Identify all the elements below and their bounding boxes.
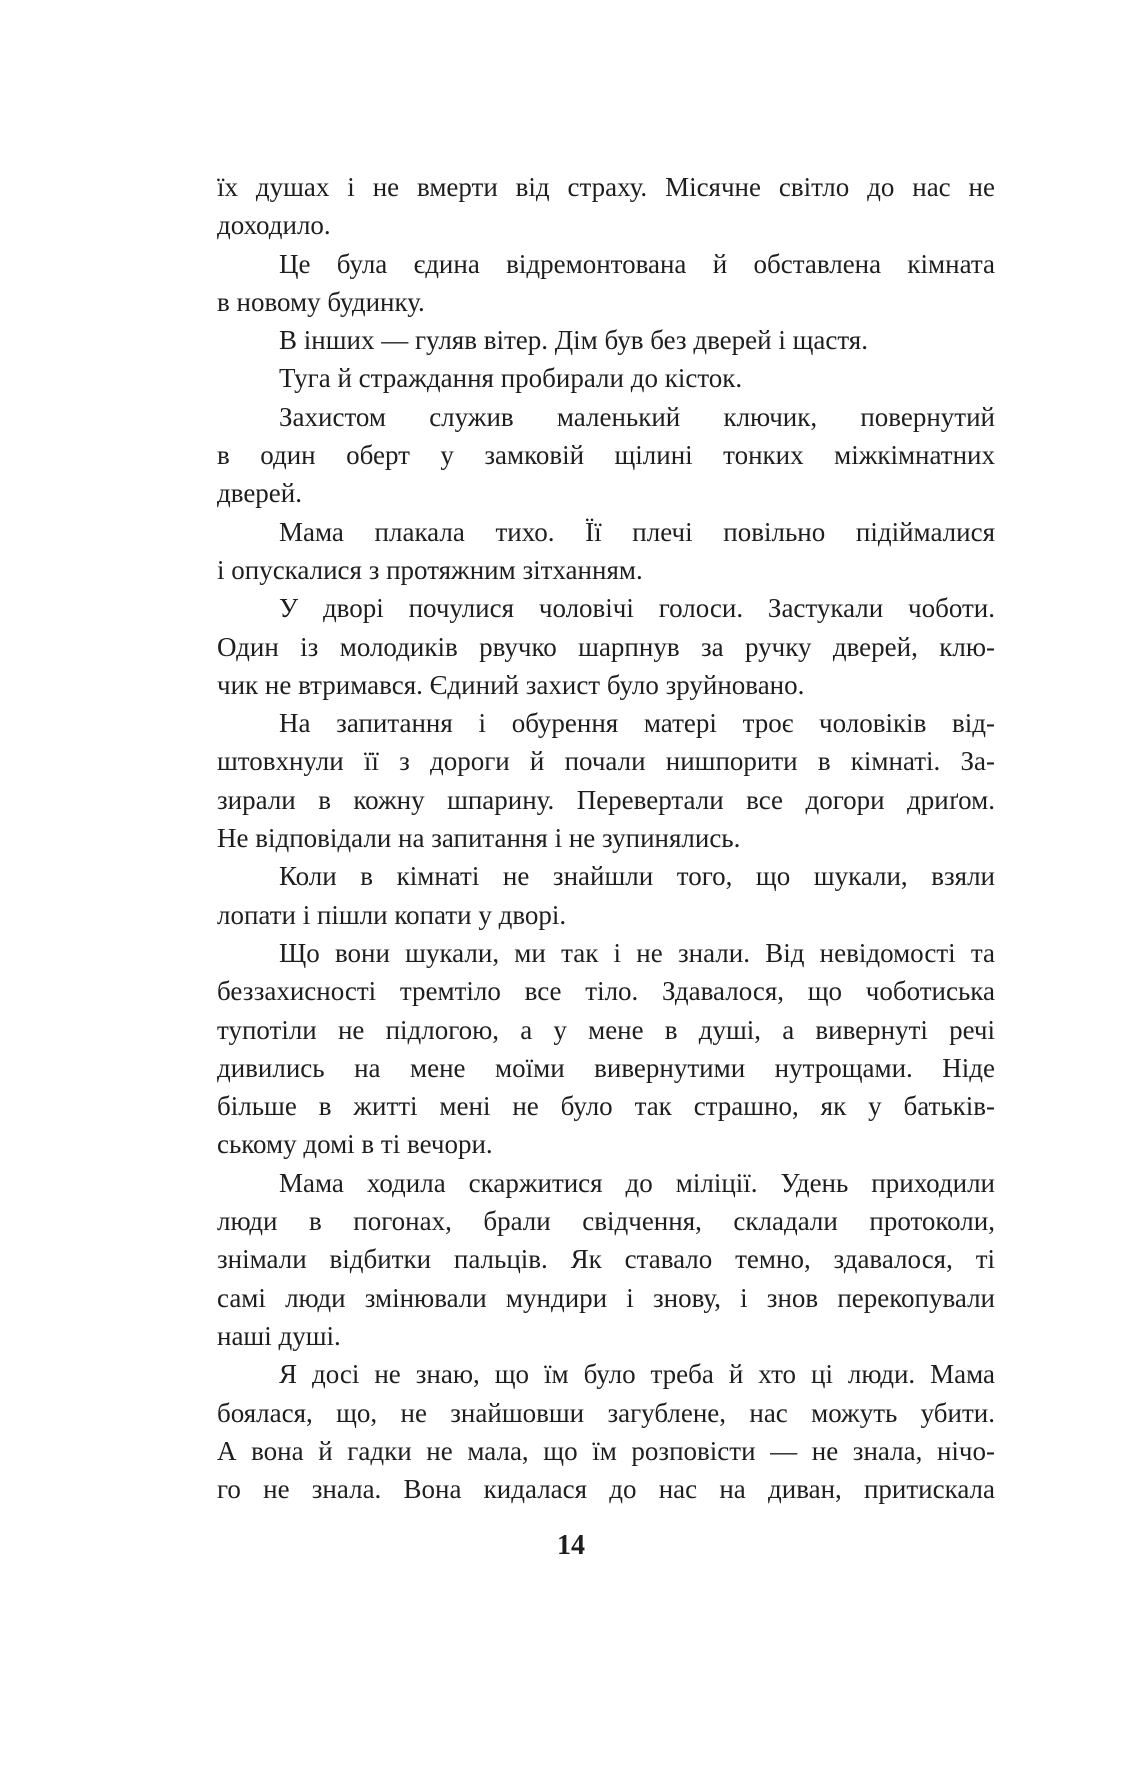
text-line: дивились на мене моїми вивернутими нутрощами. Ніде — [217, 1052, 995, 1083]
text-line: На запитання і обурення матері троє чоловіків від- — [279, 708, 995, 739]
text-line: го не знала. Вона кидалася до нас на диван, притискала — [217, 1474, 995, 1505]
text-line: Захистом служив маленький ключик, повернутий — [279, 401, 995, 432]
text-line: Мама плакала тихо. Її плечі повільно підіймалися — [279, 516, 995, 547]
text-line: В інших — гуляв вітер. Дім був без дверей і щастя. — [279, 325, 868, 356]
text-line: більше в житті мені не було так страшно, як у батьків- — [217, 1091, 995, 1122]
text-line: ському домі в ті вечори. — [217, 1129, 493, 1160]
text-line: самі люди змінювали мундири і знову, і знов перекопували — [217, 1282, 995, 1313]
text-line: Це була єдина відремонтована й обставлена кімната — [279, 248, 995, 279]
text-line: лопати і пішли копати у дворі. — [217, 899, 567, 930]
text-line: і опускалися з протяжним зітханням. — [217, 554, 643, 585]
text-line: Туга й страждання пробирали до кісток. — [279, 363, 743, 394]
text-line: чик не втримався. Єдиний захист було зруйновано. — [217, 669, 805, 700]
text-line: наші душі. — [217, 1320, 341, 1351]
text-line: Не відповідали на запитання і не зупинялись. — [217, 823, 741, 854]
text-line: в один оберт у замковій щілині тонких міжкімнатних — [217, 440, 995, 471]
page-number: 14 — [557, 1530, 585, 1561]
text-line: Мама ходила скаржитися до міліції. Удень приходили — [279, 1167, 995, 1198]
text-line: знімали відбитки пальців. Як ставало темно, здавалося, ті — [217, 1244, 995, 1275]
text-line: зирали в кожну шпарину. Перевертали все догори дриґом. — [217, 784, 995, 815]
text-line: Один із молодиків рвучко шарпнув за ручку дверей, клю- — [217, 631, 995, 662]
text-line: А вона й гадки не мала, що їм розповісти — не знала, нічо- — [217, 1435, 995, 1466]
text-line: Що вони шукали, ми так і не знали. Від невідомості та — [279, 937, 995, 968]
text-line: Я досі не знаю, що їм було треба й хто ці люди. Мама — [279, 1359, 995, 1390]
text-line: Коли в кімнаті не знайшли того, що шукали, взяли — [279, 861, 995, 892]
text-line: дверей. — [217, 478, 302, 509]
text-line: доходило. — [217, 210, 331, 241]
text-line: боялася, що, не знайшовши загублене, нас можуть убити. — [217, 1397, 995, 1428]
text-line: тупотіли не підлогою, а у мене в душі, а вивернуті речі — [217, 1014, 995, 1045]
body-text — [217, 168, 995, 1508]
text-line: беззахисності тремтіло все тіло. Здавалося, що чоботиська — [217, 976, 995, 1007]
text-line: штовхнули її з дороги й почали нишпорити в кімнаті. За- — [217, 746, 995, 777]
text-line: в новому будинку. — [217, 286, 425, 317]
text-line: їх душах і не вмерти від страху. Місячне світло до нас не — [217, 172, 995, 202]
text-line: люди в погонах, брали свідчення, складали протоколи, — [217, 1206, 995, 1237]
text-line: У дворі почулися чоловічі голоси. Застукали чоботи. — [279, 593, 995, 624]
